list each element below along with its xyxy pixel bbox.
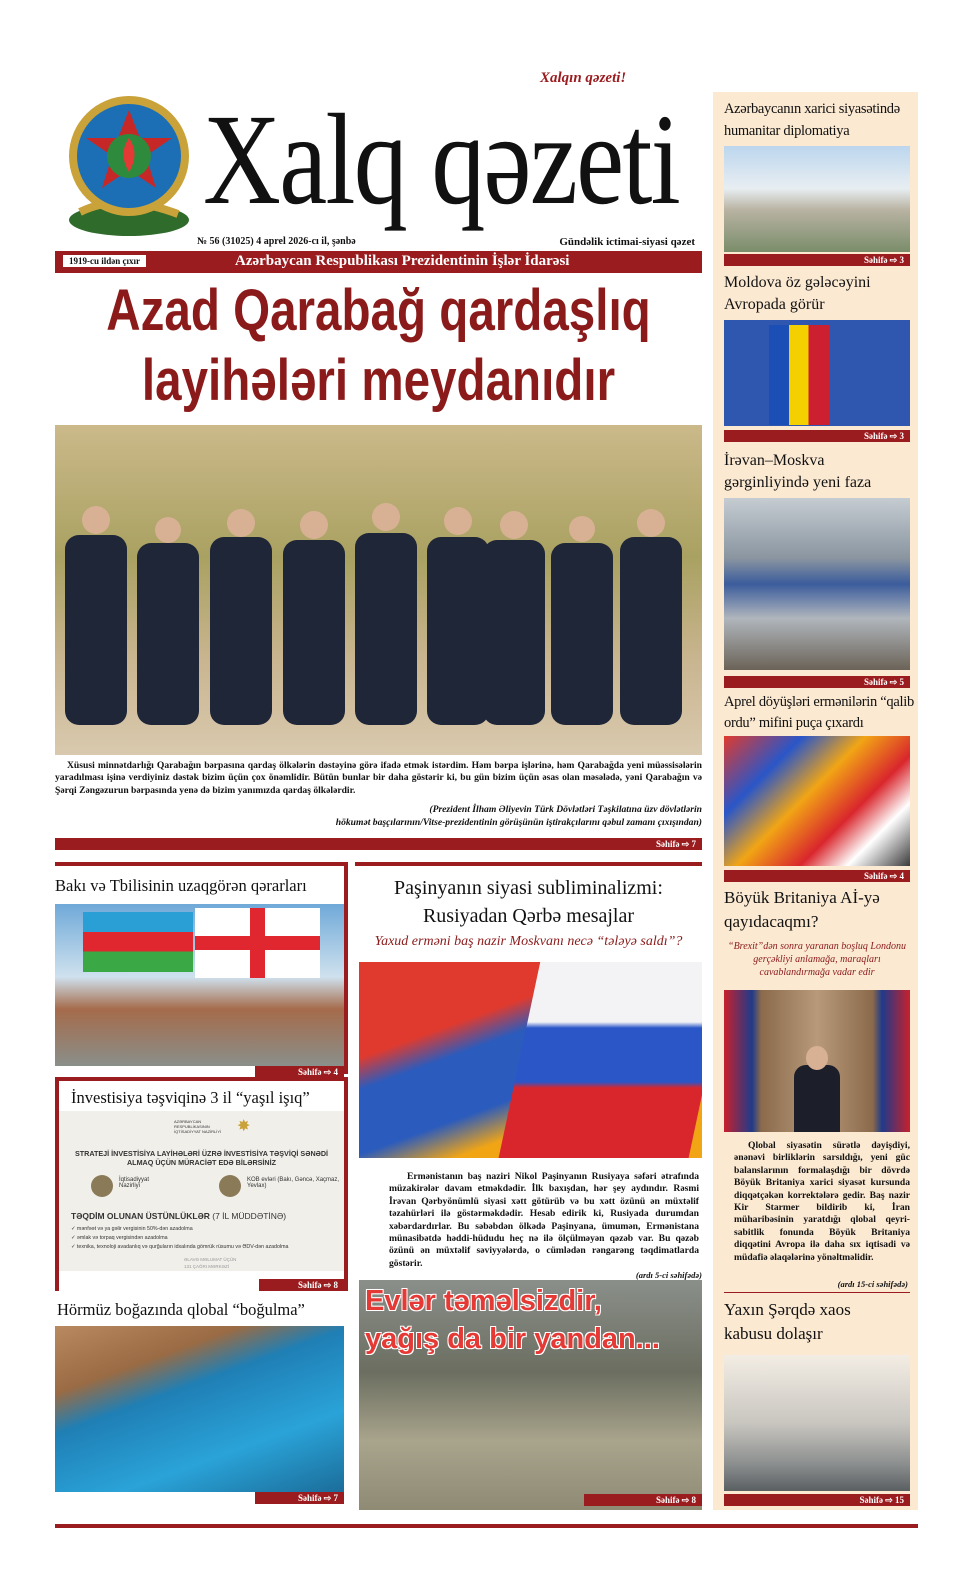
lead-headline-line-2: layihələri meydanıdır (141, 348, 616, 413)
sidebar-page-link[interactable] (724, 870, 910, 882)
lead-quote: Xüsusi minnətdarlığı Qarabağın bərpasına qardaş ölkələrin dəstəyinə görə ifadə etmək istərdim. Həm bərpa işlərinə, həm Qarabağda yeni müəssisələrin yaradılması işinə verdiyiniz dəstək bizim üçün çox önəmlidir. Bütün bunlar bir daha göstərir ki, bu gün bizim üçün əsas olan məsələdə, yəni Qarabağın və Şərqi Zəngəzurun bərpasında yenə də bizim yanımızda qardaş ölkələrdir. (55, 760, 702, 796)
continued-note: (ardı 15-ci səhifədə) (837, 1279, 908, 1289)
article-investment[interactable] (55, 1077, 348, 1291)
flood-photo[interactable] (359, 1280, 702, 1510)
bank-icon (219, 1175, 241, 1197)
flags-photo (55, 904, 344, 1066)
protest-photo (724, 736, 910, 866)
sidebar-subtitle: “Brexit”dən sonra yaranan boşluq Londonu gerçəkliyi anlamağa, maraqları cavablandırmağa vadar edir (728, 941, 906, 978)
divider (724, 1292, 910, 1293)
sidebar-page-link[interactable] (724, 676, 910, 688)
baku-photo (724, 146, 910, 252)
page-ref: Səhifə ⇨ 8 (297, 1280, 338, 1290)
train-photo (724, 498, 910, 670)
sun-logo-icon: ✸ (237, 1118, 251, 1135)
moldova-eu-photo (724, 320, 910, 426)
page-ref: Səhifə ⇨ 15 (859, 1495, 904, 1505)
page-bar (584, 1494, 702, 1506)
article-hormuz[interactable] (55, 1296, 348, 1510)
place-1: İqtisadiyyat Nazirliyi (119, 1177, 150, 1189)
issue-info: № 56 (31025) 4 aprel 2026-cı il, şənbə (197, 236, 356, 247)
sidebar-page-link[interactable] (724, 430, 910, 442)
investment-infographic (59, 1111, 344, 1271)
ministry-label: AZƏRBAYCAN RESPUBLİKASININ İQTİSADİYYAT NAZİRLİYİ (174, 1119, 222, 1134)
sidebar-item-title[interactable]: Aprel döyüşləri ermənilərin “qalib ordu” mifini puça çıxardı (724, 694, 914, 731)
benefits-title-text: TƏQDİM OLUNAN ÜSTÜNLÜKLƏR (71, 1211, 210, 1221)
sidebar-item-title[interactable]: Böyük Britaniya Aİ-yə qayıdacaqmı? (724, 888, 880, 931)
sidebar-item-title[interactable]: Moldova öz gələcəyini Avropada görür (724, 274, 871, 313)
bottom-rule (55, 1524, 918, 1528)
since-badge: 1919-cu ildən çıxır (63, 255, 146, 267)
strait-photo (55, 1326, 344, 1492)
article-baku-tbilisi[interactable] (55, 862, 348, 1077)
continued-note: (ardı 5-ci səhifədə) (635, 1270, 702, 1280)
article-title: Bakı və Tbilisinin uzaqgörən qərarları (55, 876, 307, 895)
sidebar-page-link[interactable] (724, 1494, 910, 1506)
article-subtitle: Yaxud erməni baş nazir Moskvanı necə “tələyə saldı”? (374, 934, 683, 949)
newspaper-title: Xalq qəzeti (203, 88, 680, 232)
hotline: 131 ÇAĞRI MƏRKƏZİ (184, 1264, 230, 1269)
benefits-term: (7 İL MÜDDƏTİNƏ) (212, 1211, 287, 1221)
flags-photo (359, 962, 702, 1158)
page-ref: Səhifə ⇨ 7 (297, 1493, 338, 1503)
article-title (355, 874, 702, 930)
benefits-title (71, 1211, 286, 1221)
page-ref: Səhifə ⇨ 7 (655, 839, 696, 849)
benefit-item: əmlak və torpaq vergisindən azadolma (76, 1235, 168, 1241)
slogan: Xalqın qəzeti! (540, 70, 627, 86)
page-bar (255, 1492, 344, 1504)
benefits-list: ✓ mənfəət və ya gəlir vergisinin 50%-dən azadolma ✓ əmlak və torpaq vergisindən azadolma ✓ texnika, texnoloji avadanlıq və qurğuların idxalında gömrük rüsumu və ƏDV-dən azadolma (71, 1226, 289, 1250)
page-ref: Səhifə ⇨ 4 (863, 871, 904, 881)
state-emblem-icon (60, 92, 198, 237)
page-ref: Səhifə ⇨ 3 (863, 255, 904, 265)
photo-headline-line-2: yağış da bir yandan... (365, 1323, 660, 1355)
page-ref: Səhifə ⇨ 3 (863, 431, 904, 441)
title-line-2: Rusiyadan Qərbə mesajlar (422, 905, 635, 927)
lead-attribution (55, 804, 702, 829)
infographic-footer: ƏLAVƏ MƏLUMAT ÜÇÜN (184, 1257, 237, 1262)
sidebar-item-title[interactable]: İrəvan–Moskva gərginliyində yeni faza (724, 452, 872, 491)
article-title: İnvestisiya təşviqinə 3 il “yaşıl işıq” (71, 1088, 310, 1107)
benefit-item: texnika, texnoloji avadanlıq və qurğuların idxalında gömrük rüsumu və ƏDV-dən azadolma (76, 1244, 289, 1250)
smoke-photo (724, 1355, 910, 1491)
bank-icon (91, 1175, 113, 1197)
photo-headline (365, 1282, 660, 1358)
attribution-line-2: hökumət başçılarının/Vitse-prezidentinin görüşünün iştirakçılarını qəbul zamanı çıxışından) (335, 816, 702, 828)
page-bar (259, 1279, 344, 1291)
attribution-line-1: (Prezident İlham Əliyevin Türk Dövlətləri Təşkilatına üzv dövlətlərin (429, 804, 702, 815)
place-2: KOB evləri (Bakı, Gəncə, Xaçmaz, Yevlax) (247, 1177, 340, 1189)
infographic-heading: STRATEJİ İNVESTİSİYA LAYİHƏLƏRİ ÜZRƏ İNVESTİSİYA TƏŞVİQİ SƏNƏDİ ALMAQ ÜÇÜN MÜRACİƏT EDƏ BİLƏRSİNİZ (74, 1149, 329, 1167)
sidebar-item-title[interactable]: Yaxın Şərqdə xaos kabusu dolaşır (724, 1300, 851, 1343)
page-ref: Səhifə ⇨ 8 (655, 1495, 696, 1505)
benefit-item: mənfəət və ya gəlir vergisinin 50%-dən azadolma (76, 1226, 193, 1232)
article-pashinyan[interactable] (355, 862, 702, 1280)
title-line-1: Paşinyanın siyasi subliminalizmi: (394, 877, 663, 899)
photo-headline-line-1: Evlər təməlsizdir, (365, 1285, 602, 1317)
lead-photo (55, 425, 702, 755)
page-ref: Səhifə ⇨ 5 (863, 677, 904, 687)
starmer-photo (724, 990, 910, 1132)
article-body: Ermənistanın baş naziri Nikol Paşinyanın Rusiyaya səfəri ətrafında müzakirələr davam etməkdədir. İlk baxışdan, hər şey aydındır. Rəsmi İrəvan Qərbyönümlü siyasi xətt götürüb və bu xətt özünü ən müxtəlif təzahürləri ilə göstərməkdədir. Hesab edirik ki, Rusiyada durumdan xəbərdardırlar. Bu səbəbdən ölkədə Paşinyana, ümumən, Ermənistana münasibətdə həddi-hüdudu heç nə ilə ölçülməyən qəzəb var. Bu qəzəb özünü ən müxtəlif səviyyələrdə, o cümlədən rəngarəng təqdimatlarda göstərir. (389, 1171, 699, 1269)
sidebar-body: Qlobal siyasətin sürətlə dəyişdiyi, ənənəvi birliklərin sarsıldığı, yeni güc balanslarının formalaşdığı bir dövrdə Böyük Britaniya xarici siyasət kursunda diqqətçəkən korrektələrə gedir. Baş nazir Kir Starmer bildirib ki, İran müharibəsinin yaratdığı qlobal qeyri-sabitlik fonunda Böyük Britaniya diqqətini Avropa ilə daha sıx iqtisadi və müdafiə əlaqələrinə yönəltməlidir. (734, 1140, 910, 1263)
lead-page-link[interactable] (55, 838, 702, 850)
sidebar-item-title[interactable]: Azərbaycanın xarici siyasətində humanitar diplomatiya (724, 101, 900, 139)
sidebar-page-link[interactable] (724, 254, 910, 266)
publisher: Azərbaycan Respublikası Prezidentinin İşlər İdarəsi (235, 253, 570, 269)
lead-headline (68, 276, 689, 416)
article-title: Hörmüz boğazında qlobal “boğulma” (57, 1300, 305, 1319)
publisher-bar (55, 251, 702, 273)
page-ref: Səhifə ⇨ 4 (297, 1067, 338, 1077)
lead-headline-line-1: Azad Qarabağ qardaşlıq (106, 278, 651, 343)
newspaper-subtitle: Gündəlik ictimai-siyasi qəzet (559, 236, 695, 248)
